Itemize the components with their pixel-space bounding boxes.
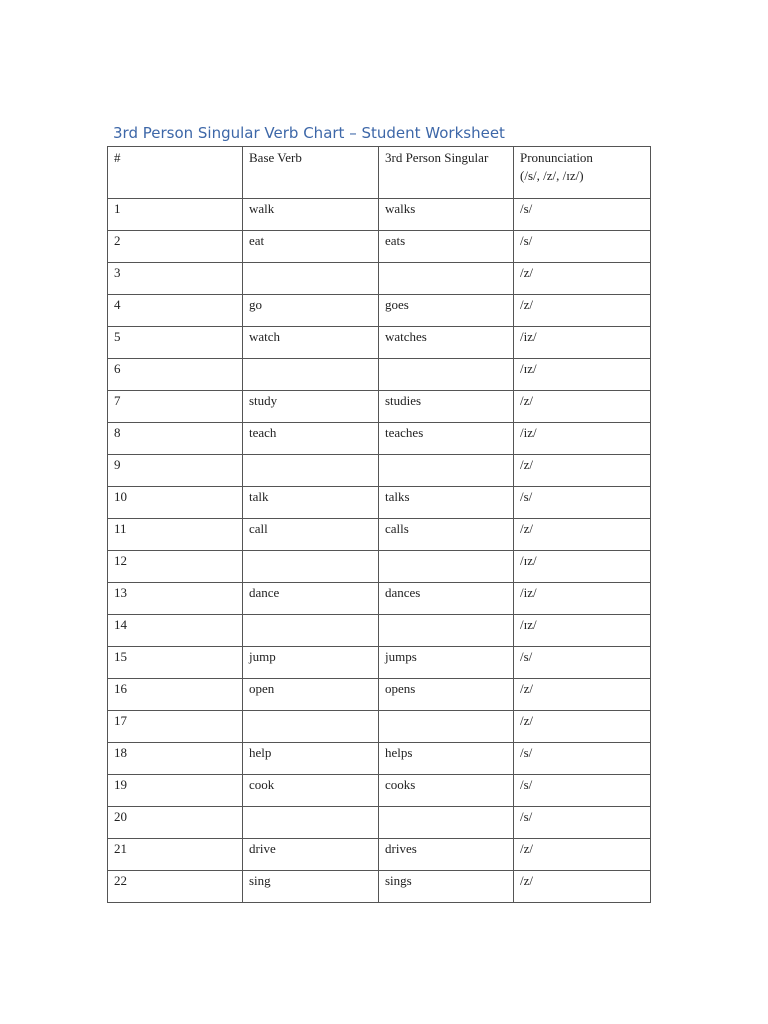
cell-third-person: calls: [379, 519, 514, 551]
cell-base-verb: [243, 807, 379, 839]
cell-number: 20: [108, 807, 243, 839]
cell-number: 16: [108, 679, 243, 711]
table-row: [108, 199, 651, 231]
cell-pronunciation: /z/: [514, 455, 651, 487]
cell-third-person: [379, 551, 514, 583]
cell-base-verb: sing: [243, 871, 379, 903]
cell-base-verb: study: [243, 391, 379, 423]
table-row: [108, 487, 651, 519]
cell-third-person: goes: [379, 295, 514, 327]
cell-base-verb: [243, 263, 379, 295]
cell-base-verb: watch: [243, 327, 379, 359]
header-pronunciation: [514, 147, 651, 199]
cell-number: 4: [108, 295, 243, 327]
cell-number: 14: [108, 615, 243, 647]
cell-number: 21: [108, 839, 243, 871]
cell-pronunciation: /s/: [514, 199, 651, 231]
table-row: [108, 327, 651, 359]
cell-pronunciation: /s/: [514, 807, 651, 839]
cell-third-person: sings: [379, 871, 514, 903]
table-row: [108, 615, 651, 647]
cell-base-verb: call: [243, 519, 379, 551]
table-row: [108, 679, 651, 711]
table-row: [108, 231, 651, 263]
cell-number: 22: [108, 871, 243, 903]
cell-pronunciation: /ɪz/: [514, 551, 651, 583]
cell-base-verb: [243, 455, 379, 487]
cell-pronunciation: /z/: [514, 519, 651, 551]
table-row: [108, 839, 651, 871]
cell-number: 3: [108, 263, 243, 295]
cell-number: 17: [108, 711, 243, 743]
cell-third-person: helps: [379, 743, 514, 775]
cell-pronunciation: /z/: [514, 871, 651, 903]
cell-base-verb: go: [243, 295, 379, 327]
header-base-verb: Base Verb: [243, 147, 379, 199]
cell-base-verb: drive: [243, 839, 379, 871]
table-row: [108, 711, 651, 743]
cell-pronunciation: /s/: [514, 231, 651, 263]
cell-pronunciation: /ɪz/: [514, 615, 651, 647]
cell-number: 18: [108, 743, 243, 775]
cell-third-person: [379, 615, 514, 647]
table-row: [108, 295, 651, 327]
cell-base-verb: talk: [243, 487, 379, 519]
cell-number: 15: [108, 647, 243, 679]
cell-number: 5: [108, 327, 243, 359]
header-pronunciation-label: Pronunciation: [520, 150, 593, 165]
cell-third-person: opens: [379, 679, 514, 711]
cell-third-person: talks: [379, 487, 514, 519]
cell-third-person: studies: [379, 391, 514, 423]
cell-base-verb: help: [243, 743, 379, 775]
cell-pronunciation: /z/: [514, 679, 651, 711]
cell-number: 13: [108, 583, 243, 615]
cell-pronunciation: /z/: [514, 295, 651, 327]
cell-base-verb: eat: [243, 231, 379, 263]
cell-pronunciation: /iz/: [514, 327, 651, 359]
table-row: [108, 871, 651, 903]
table-row: [108, 391, 651, 423]
table-row: [108, 551, 651, 583]
cell-pronunciation: /s/: [514, 487, 651, 519]
cell-base-verb: [243, 551, 379, 583]
cell-third-person: watches: [379, 327, 514, 359]
cell-base-verb: jump: [243, 647, 379, 679]
cell-base-verb: dance: [243, 583, 379, 615]
cell-third-person: [379, 711, 514, 743]
cell-base-verb: [243, 711, 379, 743]
cell-number: 11: [108, 519, 243, 551]
cell-pronunciation: /s/: [514, 743, 651, 775]
cell-base-verb: [243, 615, 379, 647]
worksheet-title: 3rd Person Singular Verb Chart – Student Worksheet: [113, 124, 505, 142]
cell-pronunciation: /s/: [514, 647, 651, 679]
cell-third-person: cooks: [379, 775, 514, 807]
cell-base-verb: cook: [243, 775, 379, 807]
cell-third-person: walks: [379, 199, 514, 231]
cell-pronunciation: /ɪz/: [514, 359, 651, 391]
table-row: [108, 743, 651, 775]
cell-number: 19: [108, 775, 243, 807]
table-row: [108, 807, 651, 839]
cell-pronunciation: /iz/: [514, 423, 651, 455]
header-number: #: [108, 147, 243, 199]
cell-third-person: eats: [379, 231, 514, 263]
header-pronunciation-options: (/s/, /z/, /ɪz/): [520, 168, 584, 183]
table-row: [108, 359, 651, 391]
cell-number: 2: [108, 231, 243, 263]
table-row: [108, 263, 651, 295]
cell-number: 8: [108, 423, 243, 455]
table-row: [108, 519, 651, 551]
table-header-row: [108, 147, 651, 199]
cell-base-verb: [243, 359, 379, 391]
cell-number: 9: [108, 455, 243, 487]
cell-number: 7: [108, 391, 243, 423]
cell-pronunciation: /iz/: [514, 583, 651, 615]
table-row: [108, 583, 651, 615]
cell-number: 12: [108, 551, 243, 583]
cell-pronunciation: /s/: [514, 775, 651, 807]
cell-number: 6: [108, 359, 243, 391]
cell-base-verb: teach: [243, 423, 379, 455]
cell-third-person: [379, 359, 514, 391]
cell-third-person: jumps: [379, 647, 514, 679]
table-row: [108, 423, 651, 455]
cell-base-verb: open: [243, 679, 379, 711]
cell-pronunciation: /z/: [514, 711, 651, 743]
cell-pronunciation: /z/: [514, 263, 651, 295]
cell-number: 10: [108, 487, 243, 519]
cell-third-person: dances: [379, 583, 514, 615]
cell-pronunciation: /z/: [514, 391, 651, 423]
cell-number: 1: [108, 199, 243, 231]
table-body: [108, 199, 651, 903]
table-row: [108, 455, 651, 487]
cell-base-verb: walk: [243, 199, 379, 231]
verb-chart-table: [107, 146, 651, 903]
cell-third-person: teaches: [379, 423, 514, 455]
cell-third-person: [379, 807, 514, 839]
cell-third-person: [379, 263, 514, 295]
cell-third-person: [379, 455, 514, 487]
cell-third-person: drives: [379, 839, 514, 871]
header-third-person: 3rd Person Singular: [379, 147, 514, 199]
table-row: [108, 775, 651, 807]
cell-pronunciation: /z/: [514, 839, 651, 871]
table-row: [108, 647, 651, 679]
